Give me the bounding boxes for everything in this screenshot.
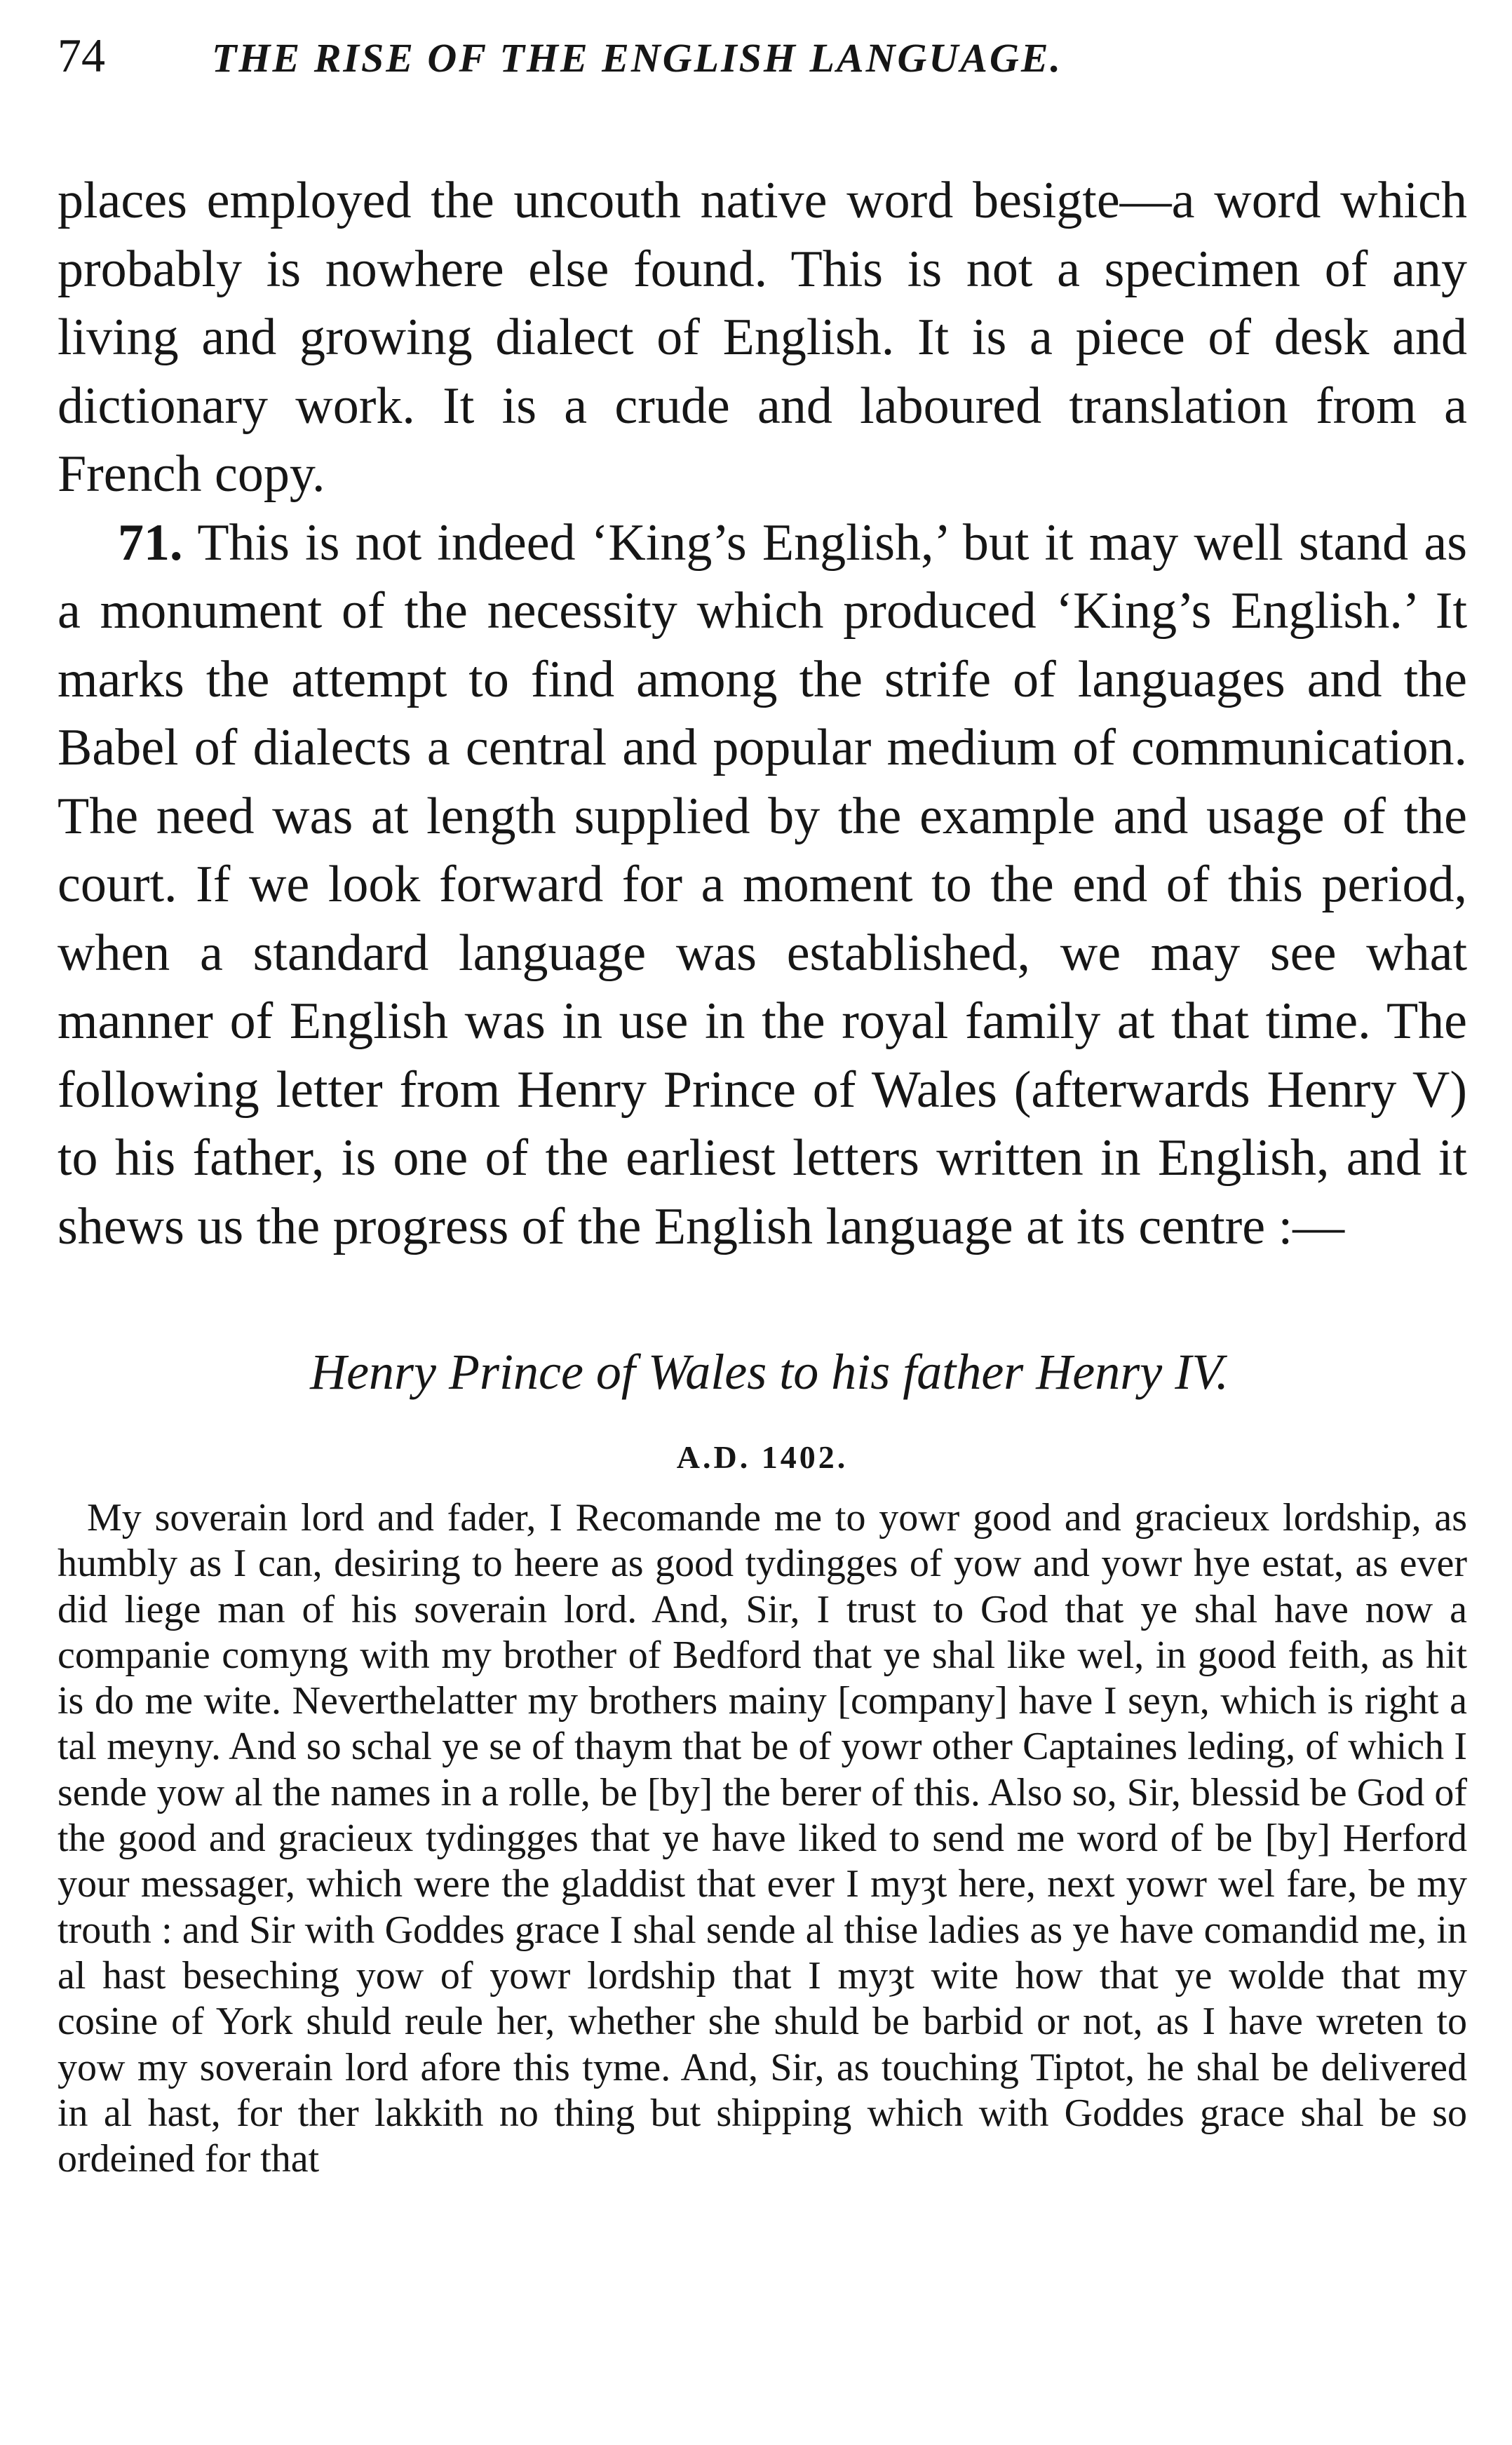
letter-heading: Henry Prince of Wales to his father Henry IV. <box>310 1344 1229 1400</box>
paragraph-71-text: This is not indeed ‘King’s English,’ but it may well stand as a monument of the necessity which produced ‘King’s English.’ It marks the attempt to find among the strife of languages and the Babel of dialects a central and popular medium of communication. The need was at length supplied by the example and usage of the court. If we look forward for a moment to the end of this period, when a standard language was established, we may see what manner of English was in use in the royal family at that time. The following letter from Henry Prince of Wales (afterwards Henry V) to his father, is one of the earliest letters written in English, and it shews us the progress of the English language at its centre :— <box>58 513 1467 1255</box>
page-header <box>58 28 1467 112</box>
letter-body <box>58 1495 1467 2182</box>
paragraph-number: 71. <box>118 513 183 572</box>
paragraph-71 <box>58 509 1467 1262</box>
letter-text: My soverain lord and fader, I Recomande me to yowr good and gracieux lordship, as humbly as I can, desiring to heere as good tydingges of yow and yowr hye estat, as ever did liege man of his soverain lord. And, Sir, I trust to God that ye shal have now a companie comyng with my brother of Bedford that ye shal like wel, in good feith, as hit is do me wite. Neverthelatter my brothers mainy [company] have I seyn, which is right a tal meyny. And so schal ye se of thaym that be of yowr other Captaines leding, of which I sende yow al the names in a rolle, be [by] the berer of this. Also so, Sir, blessid be God of the good and gracieux tydingges that ye have liked to send me word of be [by] Herford your messager, which were the gladdist that ever I myȝt here, next yowr wel fare, be my trouth : and Sir with Goddes grace I shal sende al thise ladies as ye have comandid me, in al hast beseching yow of yowr lordship that I myȝt wite how that ye wolde that my cosine of York shuld reule her, whether she shuld be barbid or not, as I have wreten to yow my soverain lord afore this tyme. And, Sir, as touching Tiptot, he shal be delivered in al hast, for ther lakkith no thing but shipping which with Goddes grace shal be so ordeined for that <box>58 1496 1467 2181</box>
page-number: 74 <box>58 29 105 82</box>
main-text <box>58 167 1467 1261</box>
book-page <box>58 28 1467 2182</box>
running-title: THE RISE OF THE ENGLISH LANGUAGE. <box>212 35 1063 81</box>
letter-date: A.D. 1402. <box>676 1439 849 1475</box>
paragraph-1: places employed the uncouth native word besigte—a word which probably is nowhere else found. This is not a specimen of any living and growing dialect of English. It is a piece of desk and dictionary work. It is a crude and laboured translation from a French copy. <box>58 172 1467 503</box>
